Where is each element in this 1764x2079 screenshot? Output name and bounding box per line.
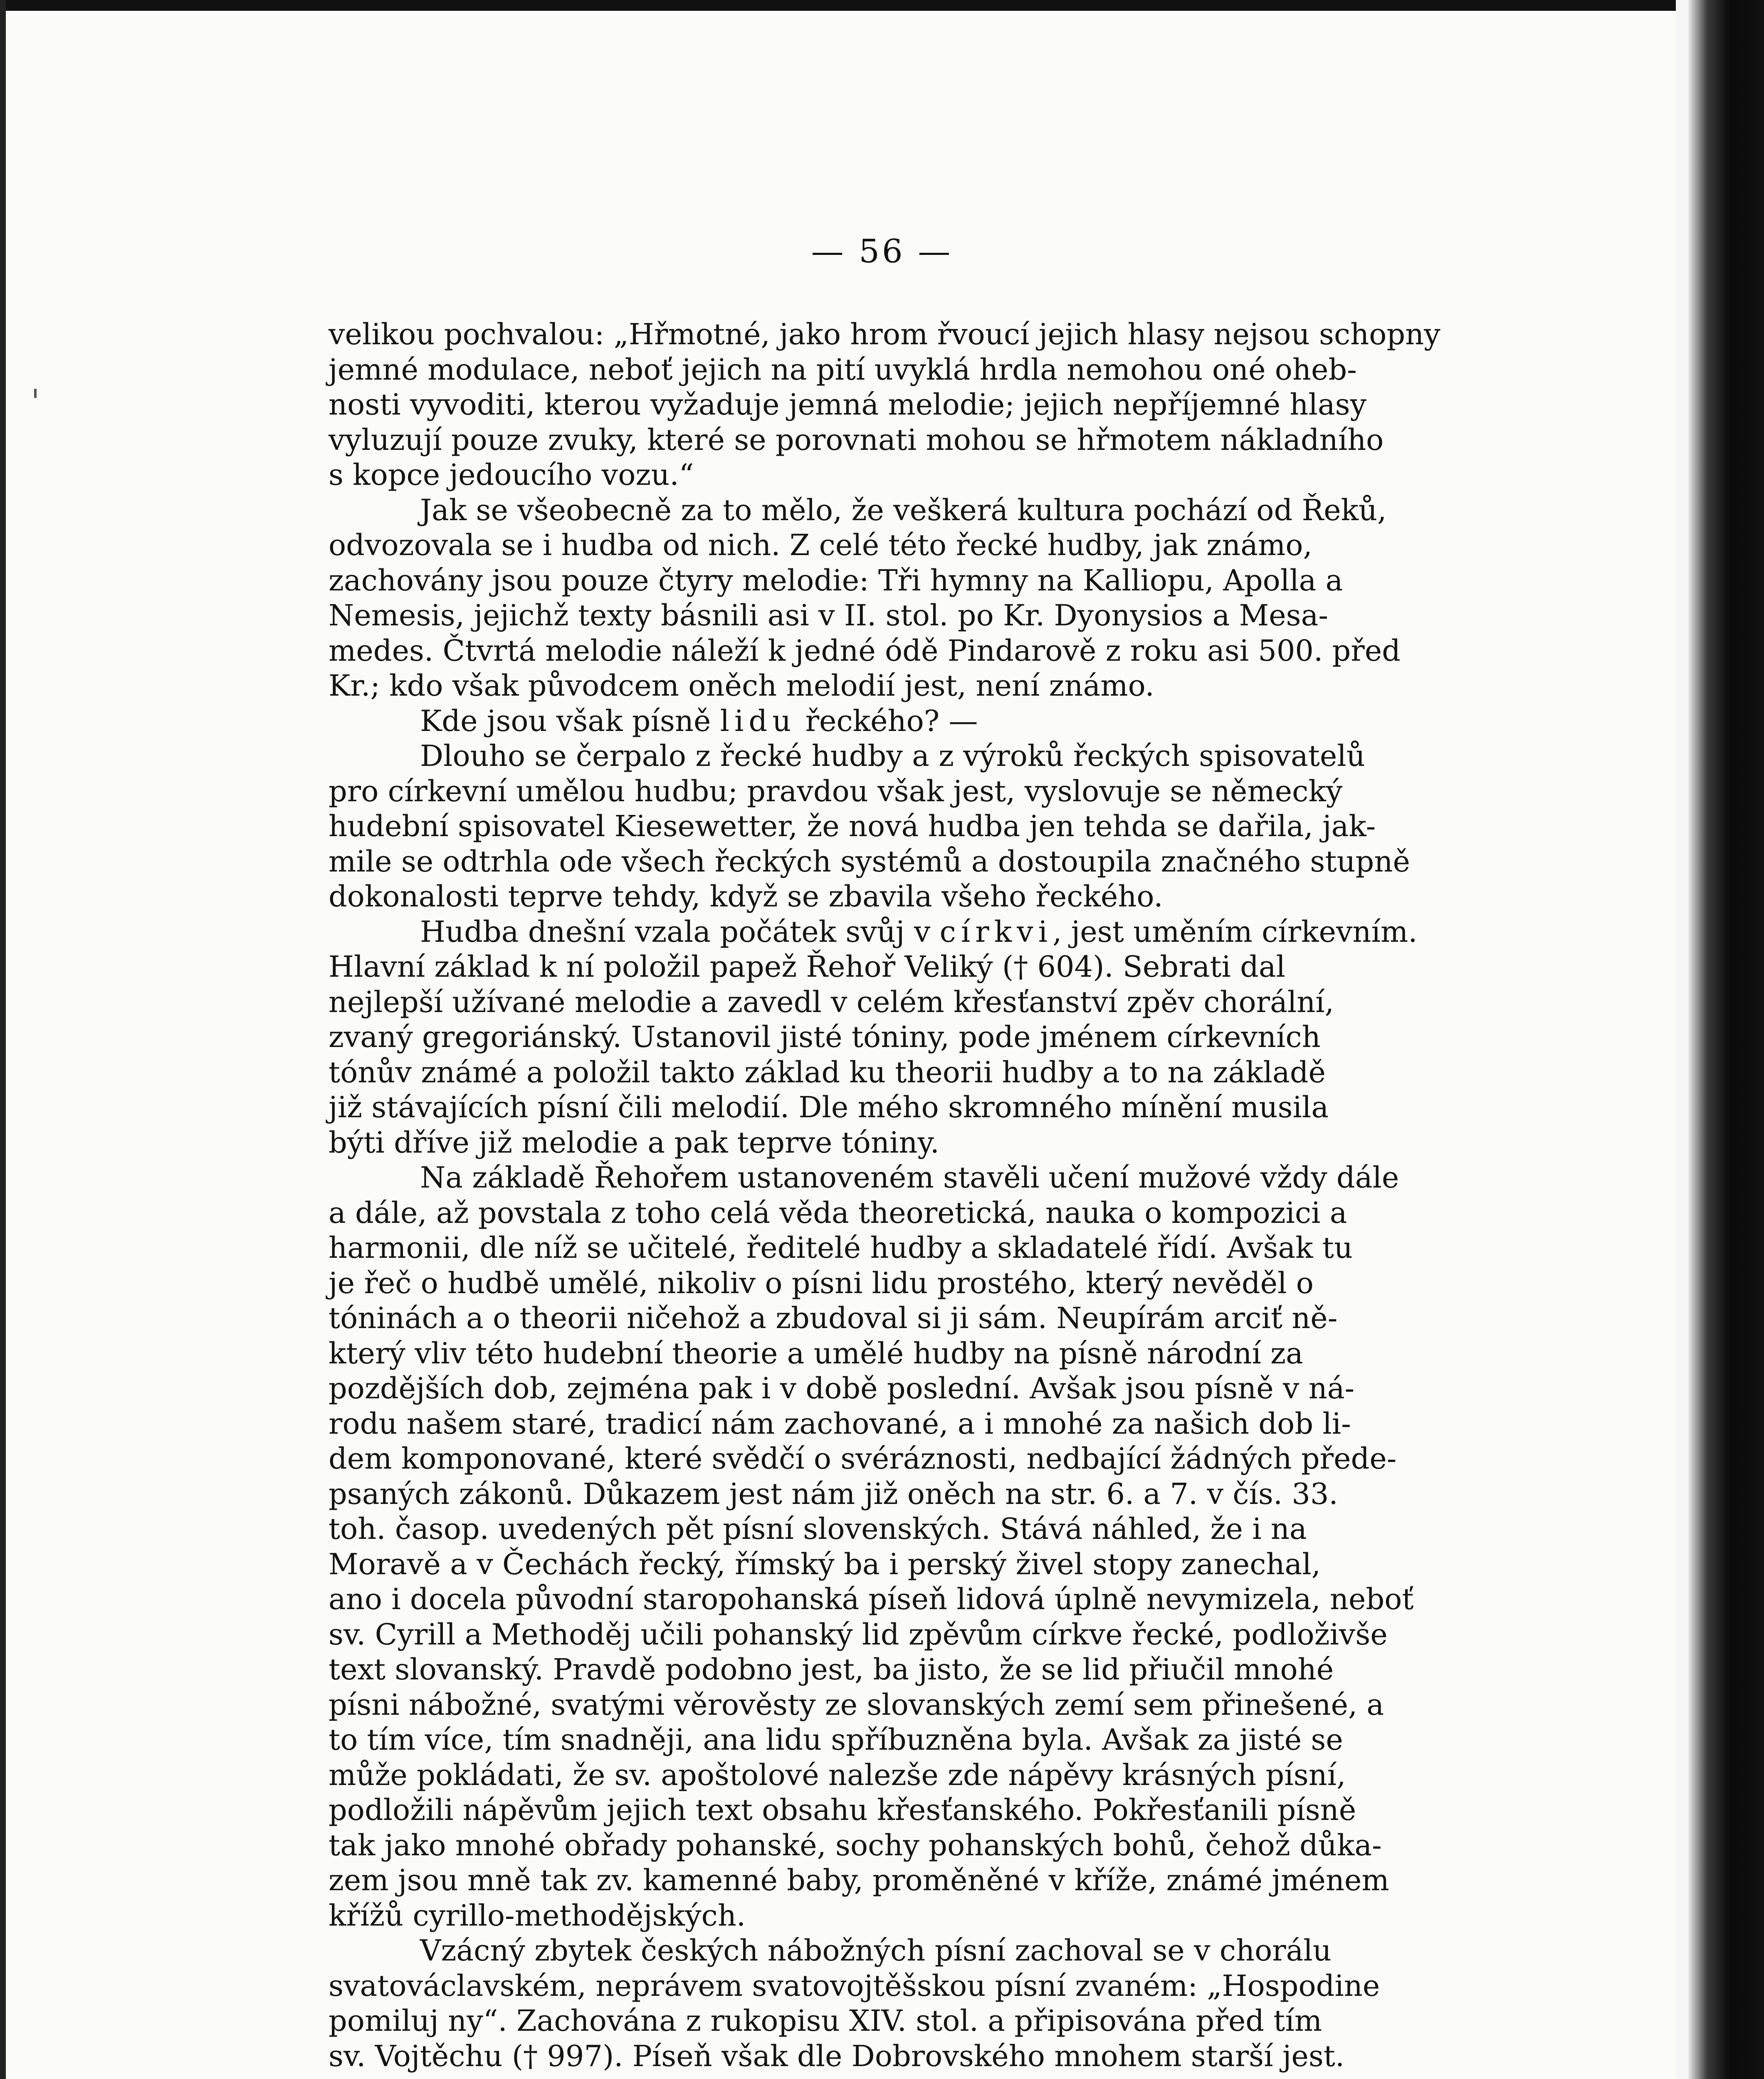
text-line: tónův známé a položil takto základ ku theorii hudby a to na základě	[329, 1055, 1326, 1089]
text-run: , jest uměním církevním.	[1052, 914, 1418, 949]
text-line: odvozovala se i hudba od nich. Z celé této řecké hudby, jak známo,	[329, 528, 1312, 562]
text-line: text slovanský. Pravdě podobno jest, ba jisto, že se lid přiučil mnohé	[329, 1652, 1334, 1686]
text-line: zvaný gregoriánský. Ustanovil jisté tóniny, pode jménem církevních	[329, 1020, 1321, 1054]
text-line: a dále, až povstala z toho celá věda theoretická, nauka o kompozici a	[329, 1195, 1347, 1230]
text-line: to tím více, tím snadněji, ana lidu spříbuzněna byla. Avšak za jisté se	[329, 1723, 1343, 1757]
body-text	[329, 317, 1507, 2074]
book-spine-shadow	[1688, 0, 1764, 2079]
text-line: pomiluj ny“. Zachována z rukopisu XIV. stol. a připisována před tím	[329, 2004, 1322, 2038]
text-line: nejlepší užívané melodie a zavedl v celém křesťanství zpěv chorální,	[329, 985, 1334, 1019]
text-line: svatováclavském, neprávem svatovojtěšskou písní zvaném: „Hospodine	[329, 1968, 1380, 2003]
text-run: řeckého? —	[796, 704, 978, 738]
text-line: Hlavní základ k ní položil papež Řehoř Veliký († 604). Sebrati dal	[329, 950, 1286, 984]
page-right-margin	[1676, 0, 1689, 2079]
text-line: může pokládati, že sv. apoštolové nalezše zde nápěvy krásných písní,	[329, 1758, 1346, 1792]
paragraph-first-line	[329, 914, 1507, 950]
text-line: dokonalosti teprve tehdy, když se zbavila všeho řeckého.	[329, 879, 1163, 914]
text-line: Nemesis, jejichž texty básnili asi v II. stol. po Kr. Dyonysios a Mesa-	[329, 598, 1328, 632]
text-line: sv. Cyrill a Methoděj učili pohanský lid zpěvům církve řecké, podloživše	[329, 1617, 1388, 1652]
text-line: velikou pochvalou: „Hřmotné, jako hrom řvoucí jejich hlasy nejsou schopny	[329, 317, 1440, 351]
text-line: mile se odtrhla ode všech řeckých systémů a dostoupila značného stupně	[329, 844, 1410, 879]
emphasis-spaced: lidu	[720, 704, 796, 738]
text-line: vyluzují pouze zvuky, které se porovnati mohou se hřmotem nákladního	[329, 422, 1384, 457]
paragraph-first-line: Na základě Řehořem ustanoveném stavěli učení mužové vždy dále	[420, 1160, 1399, 1195]
text-line: je řeč o hudbě umělé, nikoliv o písni lidu prostého, který nevěděl o	[329, 1266, 1314, 1300]
paragraph-first-line	[329, 704, 1507, 739]
text-line: jemné modulace, neboť jejich na pití uvyklá hrdla nemohou oné oheb-	[329, 352, 1357, 387]
text-line: Kr.; kdo však původcem oněch melodií jest, není známo.	[329, 669, 1154, 703]
text-line: křížů cyrillo-methodějských.	[329, 1898, 746, 1933]
text-line: pozdějších dob, zejména pak i v době poslední. Avšak jsou písně v ná-	[329, 1371, 1355, 1405]
text-line: tak jako mnohé obřady pohanské, sochy pohanských bohů, čehož důka-	[329, 1828, 1382, 1862]
text-line: harmonii, dle níž se učitelé, ředitelé hudby a skladatelé řídí. Avšak tu	[329, 1231, 1353, 1265]
text-line: zem jsou mně tak zv. kamenné baby, proměněné v kříže, známé jménem	[329, 1863, 1389, 1897]
paragraph-first-line: Dlouho se čerpalo z řecké hudby a z výroků řeckých spisovatelů	[420, 739, 1365, 773]
paragraph-first-line: Vzácný zbytek českých nábožných písní zachoval se v chorálu	[420, 1933, 1332, 1968]
scan-top-edge	[0, 0, 1764, 11]
text-line: hudební spisovatel Kiesewetter, že nová hudba jen tehda se dařila, jak-	[329, 809, 1376, 843]
text-line: s kopce jedoucího vozu.“	[329, 458, 694, 492]
text-run: Hudba dnešní vzala počátek svůj v	[420, 914, 940, 949]
text-line: pro církevní umělou hudbu; pravdou však jest, vyslovuje se německý	[329, 774, 1343, 808]
text-line: medes. Čtvrtá melodie náleží k jedné ódě Pindarově z roku asi 500. před	[329, 633, 1401, 668]
paragraph-first-line: Jak se všeobecně za to mělo, že veškerá kultura pochází od Řeků,	[420, 493, 1387, 527]
text-line: ano i docela původní staropohanská píseň lidová úplně nevymizela, neboť	[329, 1582, 1414, 1616]
text-line: který vliv této hudební theorie a umělé hudby na písně národní za	[329, 1336, 1303, 1370]
text-line: podložili nápěvům jejich text obsahu křesťanského. Pokřesťanili písně	[329, 1793, 1356, 1827]
text-line: rodu našem staré, tradicí nám zachované, a i mnohé za našich dob li-	[329, 1406, 1351, 1441]
page-number: — 56 —	[811, 233, 953, 270]
text-line: sv. Vojtěchu († 997). Píseň však dle Dobrovského mnohem starší jest.	[329, 2039, 1345, 2073]
text-run: Kde jsou však písně	[420, 704, 720, 738]
stray-ink-mark	[34, 389, 37, 398]
text-line: psaných zákonů. Důkazem jest nám již oněch na str. 6. a 7. v čís. 33.	[329, 1477, 1338, 1511]
text-line: nosti vyvoditi, kterou vyžaduje jemná melodie; jejich nepříjemné hlasy	[329, 388, 1367, 422]
text-line: zachovány jsou pouze čtyry melodie: Tři hymny na Kalliopu, Apolla a	[329, 563, 1343, 598]
text-line: písni nábožné, svatými věrověsty ze slovanských zemí sem přinešené, a	[329, 1687, 1384, 1722]
emphasis-spaced: církvi	[939, 914, 1053, 949]
text-line: býti dříve již melodie a pak teprve tóniny.	[329, 1125, 940, 1160]
scan-left-edge	[0, 0, 6, 2079]
text-line: tóninách a o theorii ničehož a zbudoval si ji sám. Neupírám arciť ně-	[329, 1301, 1338, 1335]
text-line: Moravě a v Čechách řecký, římský ba i perský živel stopy zanechal,	[329, 1547, 1321, 1581]
text-line: již stávajících písní čili melodií. Dle mého skromného mínění musila	[329, 1090, 1329, 1124]
text-line: toh. časop. uvedených pět písní slovenských. Stává náhled, že i na	[329, 1512, 1307, 1546]
text-line: dem komponované, které svědčí o svéráznosti, nedbající žádných přede-	[329, 1442, 1397, 1476]
